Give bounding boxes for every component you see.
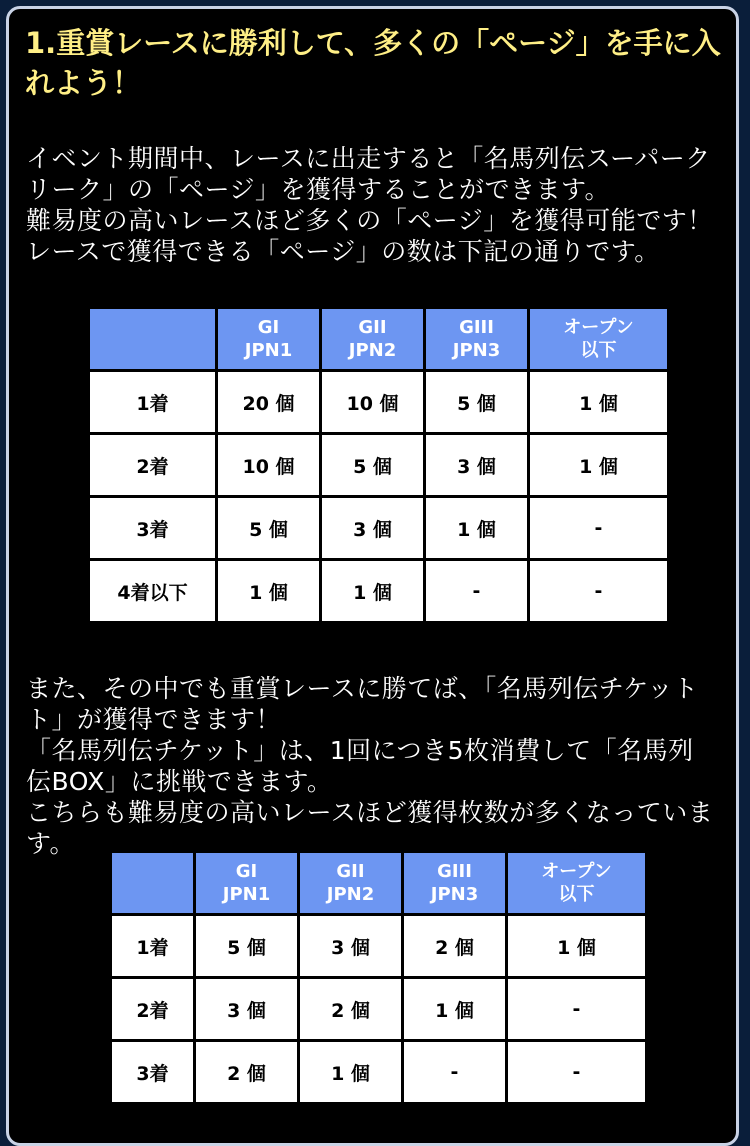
- table-cell: 3 個: [195, 978, 299, 1041]
- ticket-line: す。: [26, 829, 76, 858]
- row-label: 2着: [89, 434, 217, 497]
- table-cell: -: [425, 560, 529, 623]
- table-cell: 1 個: [529, 371, 669, 434]
- ticket-line: こちらも難易度の高いレースほど獲得枚数が多くなっていま: [26, 798, 714, 827]
- header-grade-3: GIII JPN3: [425, 308, 529, 371]
- ticket-paragraph: [26, 673, 726, 859]
- header-grade-3: GIII JPN3: [403, 852, 507, 915]
- table-cell: 20 個: [217, 371, 321, 434]
- table-cell: 5 個: [425, 371, 529, 434]
- intro-paragraph: [26, 143, 726, 267]
- table-header-row: [89, 308, 669, 371]
- table-row: [89, 371, 669, 434]
- ticket-line: ト」が獲得できます！: [26, 705, 282, 734]
- table-cell: 10 個: [217, 434, 321, 497]
- table-row: [89, 497, 669, 560]
- table-row: [111, 978, 647, 1041]
- header-corner: [111, 852, 195, 915]
- header-grade-2: GII JPN2: [299, 852, 403, 915]
- header-open: オープン 以下: [507, 852, 647, 915]
- section-title: 1.重賞レースに勝利して、多くの「ページ」を手に入れよう！: [25, 26, 721, 100]
- table-row: [111, 1041, 647, 1104]
- event-info-panel: [6, 6, 739, 1146]
- table-cell: 3 個: [425, 434, 529, 497]
- table-row: [89, 434, 669, 497]
- header-grade-1: GI JPN1: [195, 852, 299, 915]
- table-cell: 1 個: [217, 560, 321, 623]
- table-cell: 1 個: [321, 560, 425, 623]
- row-label: 2着: [111, 978, 195, 1041]
- page-reward-table: [87, 306, 670, 624]
- table-cell: -: [403, 1041, 507, 1104]
- table-cell: 3 個: [321, 497, 425, 560]
- intro-line: レースで獲得できる「ページ」の数は下記の通りです。: [26, 237, 660, 266]
- row-label: 3着: [111, 1041, 195, 1104]
- table-cell: 1 個: [529, 434, 669, 497]
- table-cell: 10 個: [321, 371, 425, 434]
- header-grade-1: GI JPN1: [217, 308, 321, 371]
- table-cell: 1 個: [425, 497, 529, 560]
- table-cell: 2 個: [195, 1041, 299, 1104]
- header-grade-2: GII JPN2: [321, 308, 425, 371]
- row-label: 1着: [89, 371, 217, 434]
- ticket-line: 「名馬列伝チケット」は、1回につき5枚消費して「名馬列: [26, 736, 694, 765]
- intro-line: イベント期間中、レースに出走すると「名馬列伝スーパーク: [26, 144, 711, 173]
- table-cell: -: [507, 978, 647, 1041]
- ticket-line: 伝BOX」に挑戦できます。: [26, 767, 333, 796]
- table-cell: 5 個: [195, 915, 299, 978]
- table-cell: 5 個: [321, 434, 425, 497]
- table-header-row: [111, 852, 647, 915]
- table-cell: -: [507, 1041, 647, 1104]
- ticket-reward-table: [109, 850, 648, 1105]
- intro-line: 難易度の高いレースほど多くの「ページ」を獲得可能です！: [26, 206, 713, 235]
- table-cell: -: [529, 497, 669, 560]
- header-open: オープン 以下: [529, 308, 669, 371]
- table-row: [111, 915, 647, 978]
- table-cell: 1 個: [403, 978, 507, 1041]
- table-cell: 2 個: [403, 915, 507, 978]
- header-corner: [89, 308, 217, 371]
- row-label: 4着以下: [89, 560, 217, 623]
- table-row: [89, 560, 669, 623]
- table-cell: 1 個: [507, 915, 647, 978]
- row-label: 1着: [111, 915, 195, 978]
- table-cell: 3 個: [299, 915, 403, 978]
- table-cell: -: [529, 560, 669, 623]
- table-cell: 1 個: [299, 1041, 403, 1104]
- table-cell: 2 個: [299, 978, 403, 1041]
- ticket-line: また、その中でも重賞レースに勝てば、「名馬列伝チケット: [26, 674, 699, 703]
- intro-line: リーク」の「ページ」を獲得することができます。: [26, 175, 611, 204]
- table-cell: 5 個: [217, 497, 321, 560]
- row-label: 3着: [89, 497, 217, 560]
